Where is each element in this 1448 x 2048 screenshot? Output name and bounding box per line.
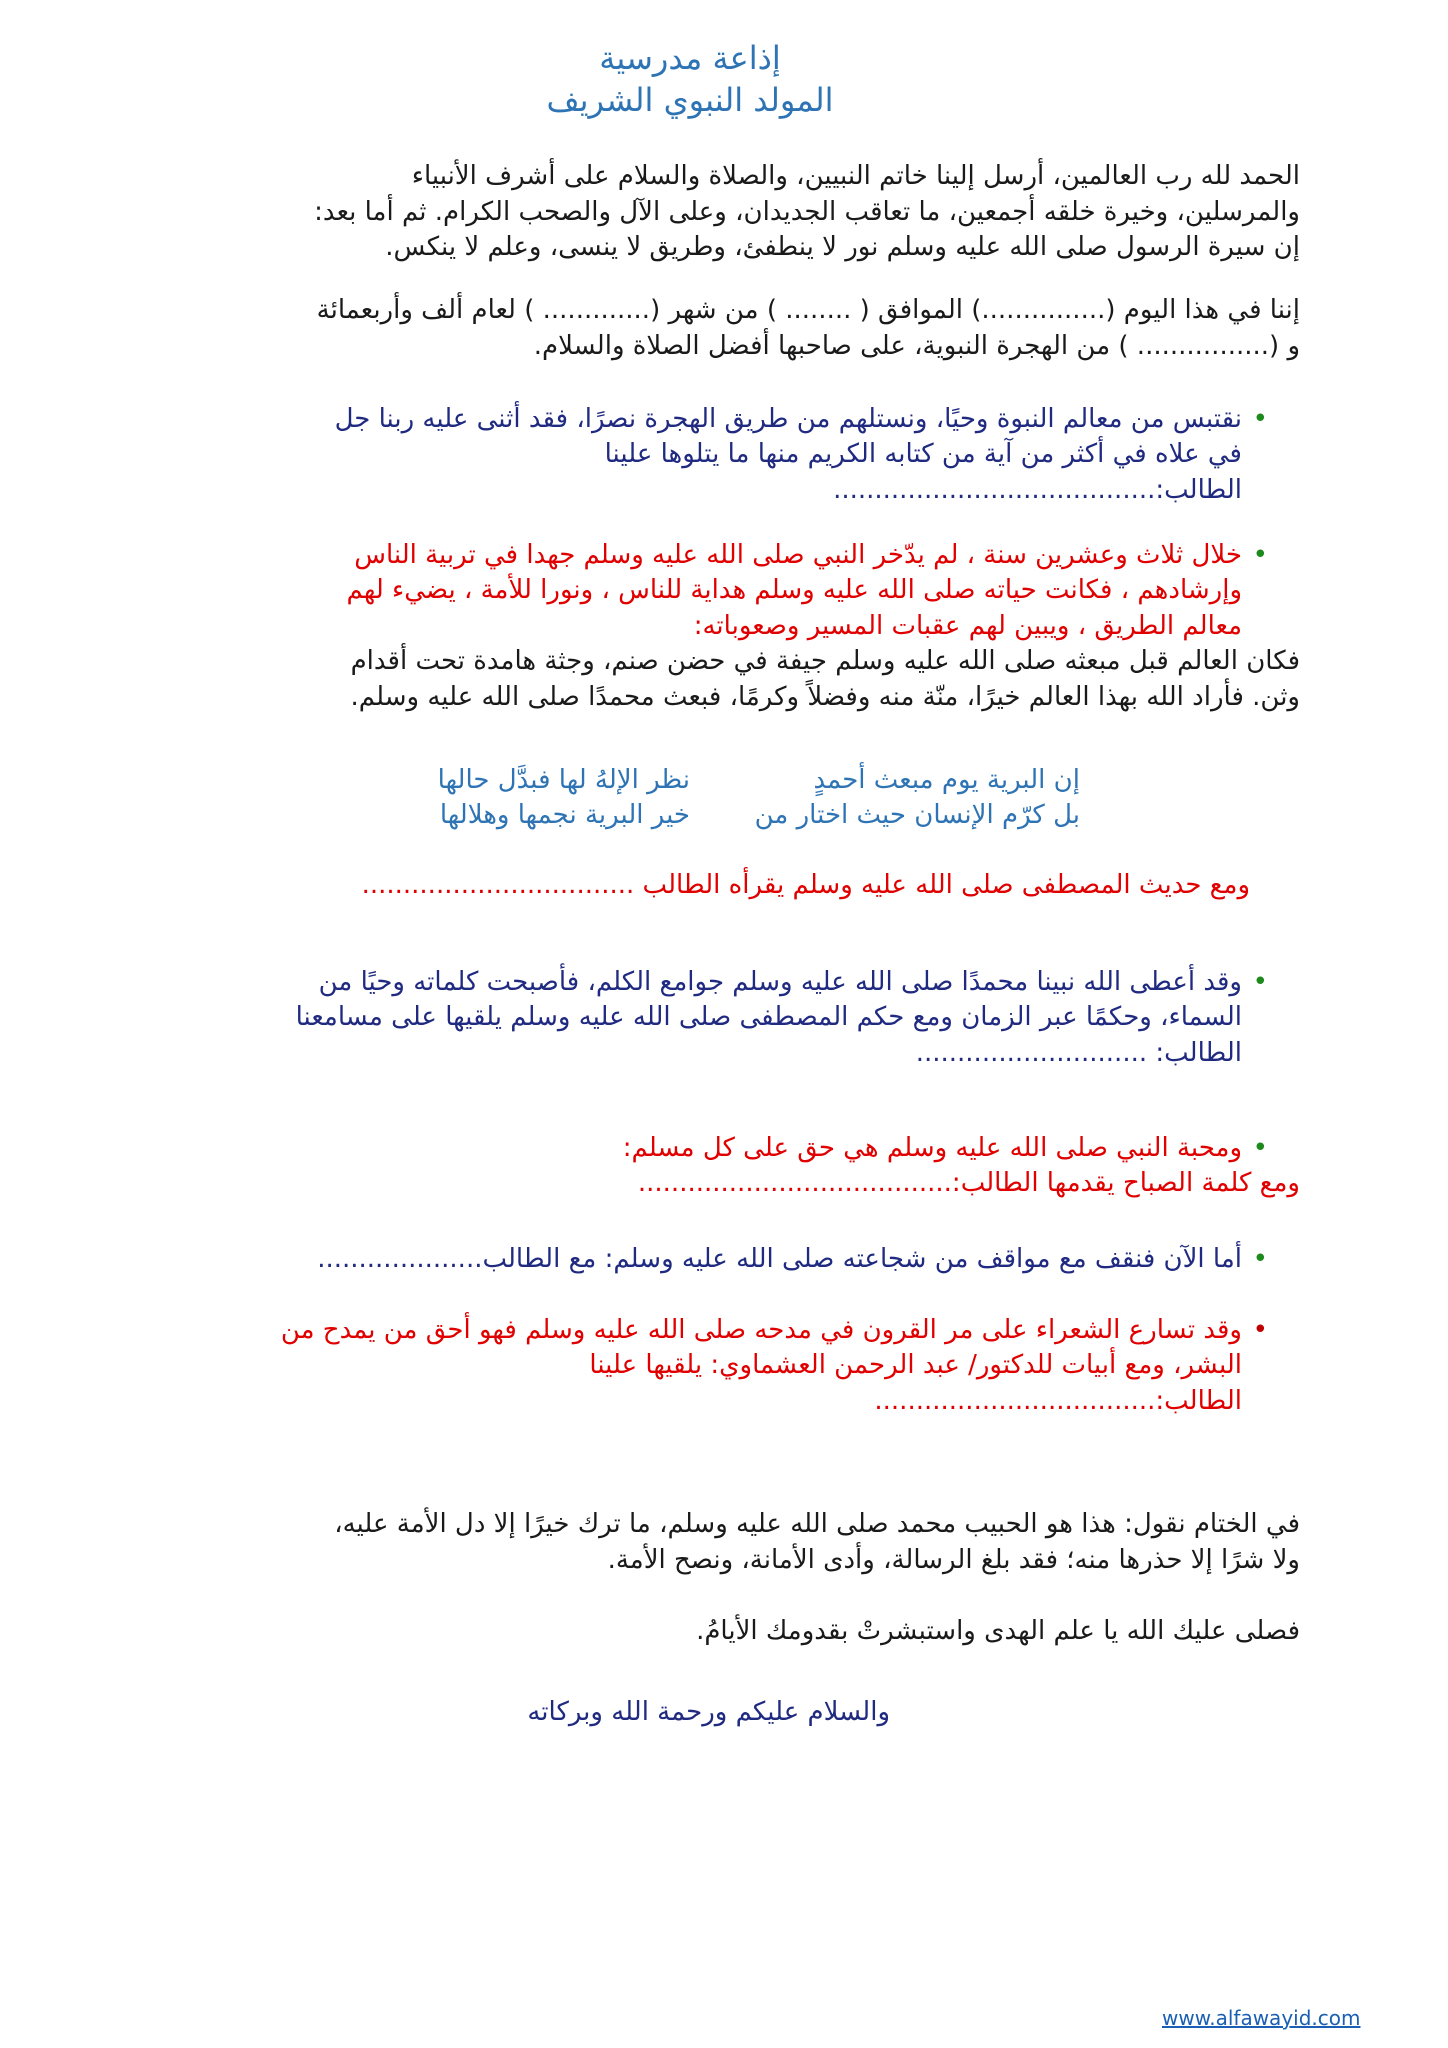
date-paragraph [90,293,1310,364]
salawat-line: فصلى عليك الله يا علم الهدى واستبشرتْ بقدومك الأيامُ. [696,1615,1300,1646]
website-link[interactable]: www.alfawayid.com [1162,2006,1361,2030]
context-line: وثن. فأراد الله بهذا العالم خيرًا، منّة منه وفضلاً وكرمًا، فبعث محمدًا صلى الله عليه وسلم. [350,681,1300,712]
page-title [90,38,1310,121]
bullet-item-1 [90,402,1310,508]
intro-line: إن سيرة الرسول صلى الله عليه وسلم نور لا ينطفئ، وطريق لا ينسى، وعلم لا ينكس. [385,231,1300,262]
poem-second-hemistichs [300,763,690,834]
poem-verse: نظر الإلهُ لها فبدَّل حالها [437,764,690,795]
bullet-line: ومحبة النبي صلى الله عليه وسلم هي حق على كل مسلم: [622,1133,1242,1164]
bullet-line: وقد تسارع الشعراء على مر القرون في مدحه صلى الله عليه وسلم فهو أحق من يمدح من [280,1315,1242,1346]
bullet-dot-icon: • [1252,403,1268,434]
closing-line: في الختام نقول: هذا هو الحبيب محمد صلى الله عليه وسلم، ما ترك خيرًا إلا دل الأمة عليه، [334,1509,1300,1540]
bullet-line: خلال ثلاث وعشرين سنة ، لم يدّخر النبي صلى الله عليه وسلم جهدا في تربية الناس [354,540,1242,571]
intro-line: الحمد لله رب العالمين، أرسل إلينا خاتم النبيين، والصلاة والسلام على أشرف الأنبياء [411,161,1300,192]
bullet-line: وإرشادهم ، فكانت حياته صلى الله عليه وسلم هداية للناس ، ونورا للأمة ، يضيء لهم [346,575,1242,606]
poem-verse: خير البرية نجمها وهلالها [439,800,690,831]
poem-verse: إن البرية يوم مبعث أحمدٍ [813,764,1080,795]
document-page [90,38,1310,1731]
bullet-line: الطالب:.................................. [874,1385,1242,1416]
bullet-line: البشر، ومع أبيات للدكتور/ عبد الرحمن العشماوي: يلقيها علينا [589,1350,1242,1381]
poem-verses [90,763,1310,834]
bullet-item-3 [90,965,1310,1071]
bullet-dot-icon: • [1252,1243,1268,1274]
intro-line: والمرسلين، وخيرة خلقه أجمعين، ما تعاقب الجديدان، وعلى الآل والصحب الكرام. ثم أما بعد: [314,196,1300,227]
poem-first-hemistichs [690,763,1080,834]
bullet-item-2 [90,538,1310,644]
bullet-line: السماء، وحكمًا عبر الزمان ومع حكم المصطفى صلى الله عليه وسلم يلقيها على مسامعنا [295,1002,1242,1033]
bullet-item-6 [90,1313,1310,1419]
bullet-dot-icon: • [1252,1315,1268,1346]
bullet-dot-icon: • [1252,1133,1268,1164]
bullet-dot-icon: • [1252,966,1268,997]
intro-paragraph [90,159,1310,265]
bullet-item-4 [90,1131,1310,1166]
title-line-2: المولد النبوي الشريف [546,80,834,119]
context-line: فكان العالم قبل مبعثه صلى الله عليه وسلم جيفة في حضن صنم، وجثة هامدة تحت أقدام [350,646,1300,677]
bullet-line: الطالب:....................................... [833,474,1242,505]
bullet-line: الطالب: ............................ [915,1037,1242,1068]
bullet-item-5 [90,1242,1310,1277]
bullet-line: أما الآن فنقف مع مواقف من شجاعته صلى الله عليه وسلم: مع الطالب.................... [317,1243,1242,1274]
date-line: و (................ ) من الهجرة النبوية، على صاحبها أفضل الصلاة والسلام. [533,330,1300,361]
title-line-1: إذاعة مدرسية [599,39,781,77]
date-line: إننا في هذا اليوم (...............) الموافق ( ........ ) من شهر (............. ) لعام ألف وأربعمائة [316,295,1300,326]
bullet-line: وقد أعطى الله نبينا محمدًا صلى الله عليه وسلم جوامع الكلم، فأصبحت كلماته وحيًا من [318,966,1242,997]
poem-verse: بل كرّم الإنسان حيث اختار من [754,800,1080,831]
bullet-dot-icon: • [1252,540,1268,571]
closing-line: ولا شرًا إلا حذرها منه؛ فقد بلغ الرسالة، وأدى الأمانة، ونصح الأمة. [607,1544,1300,1575]
farewell-line: والسلام عليكم ورحمة الله وبركاته [527,1697,890,1728]
bullet-line: في علاه في أكثر من آية من كتابه الكريم منها ما يتلوها علينا [604,439,1242,470]
bullet-line: نقتبس من معالم النبوة وحيًا، ونستلهم من طريق الهجرة نصرًا، فقد أثنى عليه ربنا جل [334,403,1242,434]
bullet-line: معالم الطريق ، ويبين لهم عقبات المسير وصعوباته: [693,610,1242,641]
morning-word-line: ومع كلمة الصباح يقدمها الطالب:...................................... [637,1168,1300,1199]
context-paragraph [90,644,1310,715]
hadith-line: ومع حديث المصطفى صلى الله عليه وسلم يقرأه الطالب ................................. [361,869,1250,900]
closing-paragraph [90,1507,1310,1578]
